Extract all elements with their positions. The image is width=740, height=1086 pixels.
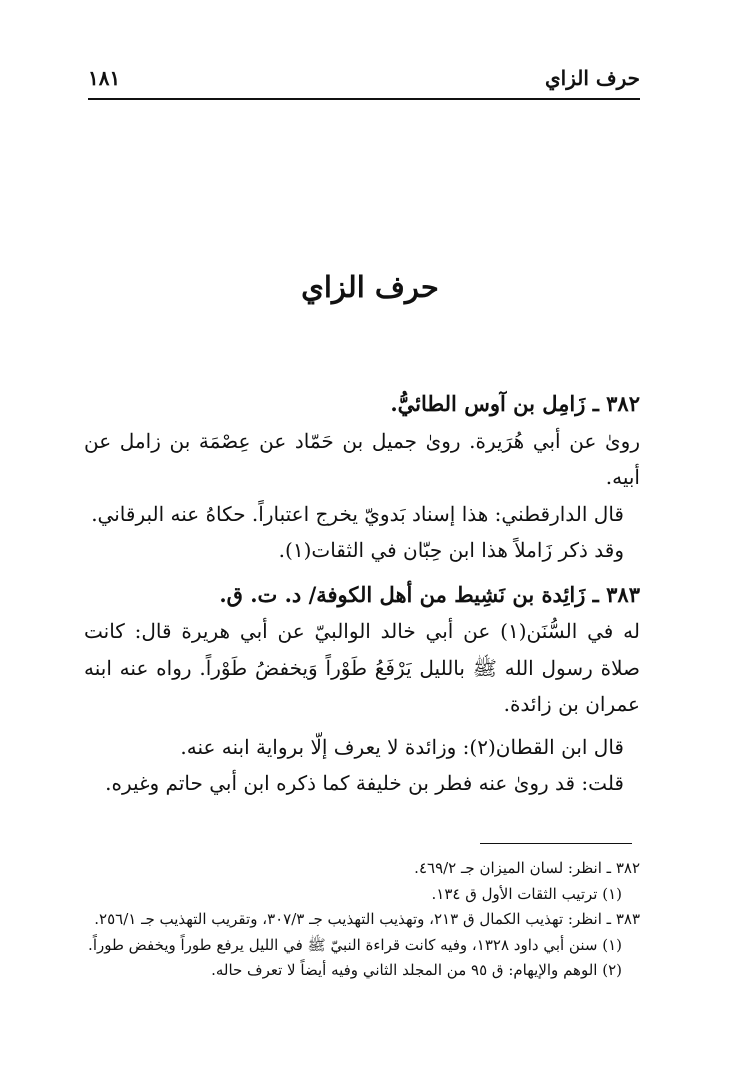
entry-paragraph: قال ابن القطان(٢): وزائدة لا يعرف إلّا برواية ابنه عنه. — [180, 734, 624, 759]
footnote: ٣٨٢ ـ انظر: لسان الميزان جـ ٤٦٩/٢. — [414, 859, 640, 877]
footnote: (١) ترتيب الثقات الأول ق ١٣٤. — [431, 884, 622, 903]
entry-heading: ٣٨٣ ـ زَائِدة بن نَشِيط من أهل الكوفة/ د. ت. ق. — [219, 581, 640, 607]
entry-paragraph: له في السُّنَن(١) عن أبي خالد الوالبيّ عن أبي هريرة قال: كانت صلاة رسول الله ﷺ بالليل يَرْفَعُ طَوْراً وَيخفضُ طَوْراً. رواه عنه ابنه عمران بن زائدة. — [84, 619, 640, 716]
running-header — [88, 66, 640, 98]
entry-paragraph: قال الدارقطني: هذا إسناد بَدويّ يخرج اعتباراً. حكاهُ عنه البرقاني. — [91, 501, 624, 526]
footnote-rule — [480, 843, 632, 844]
footnote: (١) سنن أبي داود ١٣٢٨، وفيه كانت قراءة النبيّ ﷺ في الليل يرفع طوراً ويخفض طوراً. — [88, 935, 622, 954]
entry-paragraph: روىٰ عن أبي هُرَيرة. روىٰ جميل بن حَمّاد عن عِصْمَة بن زامل عن أبيه. — [84, 428, 640, 489]
entry-heading: ٣٨٢ ـ زَامِل بن آوس الطائيُّ. — [390, 391, 640, 416]
footnote: (٢) الوهم والإيهام: ق ٩٥ من المجلد الثاني وفيه أيضاً لا تعرف حاله. — [211, 961, 622, 979]
chapter-title: حرف الزاي — [301, 270, 439, 304]
page-number: ١٨١ — [88, 66, 121, 90]
header-rule — [88, 98, 640, 100]
footnote: ٣٨٣ ـ انظر: تهذيب الكمال ق ٢١٣، وتهذيب التهذيب جـ ٣٠٧/٣، وتقريب التهذيب جـ ٢٥٦/١. — [94, 910, 640, 928]
entry-paragraph: وقد ذكر زَاملاً هذا ابن حِبّان في الثقات(١). — [278, 538, 624, 562]
main-text — [84, 386, 640, 802]
running-title: حرف الزاي — [545, 66, 640, 90]
entry-paragraph: قلت: قد روىٰ عنه فطر بن خليفة كما ذكره ابن أبي حاتم وغيره. — [105, 771, 624, 795]
footnotes — [82, 856, 640, 984]
